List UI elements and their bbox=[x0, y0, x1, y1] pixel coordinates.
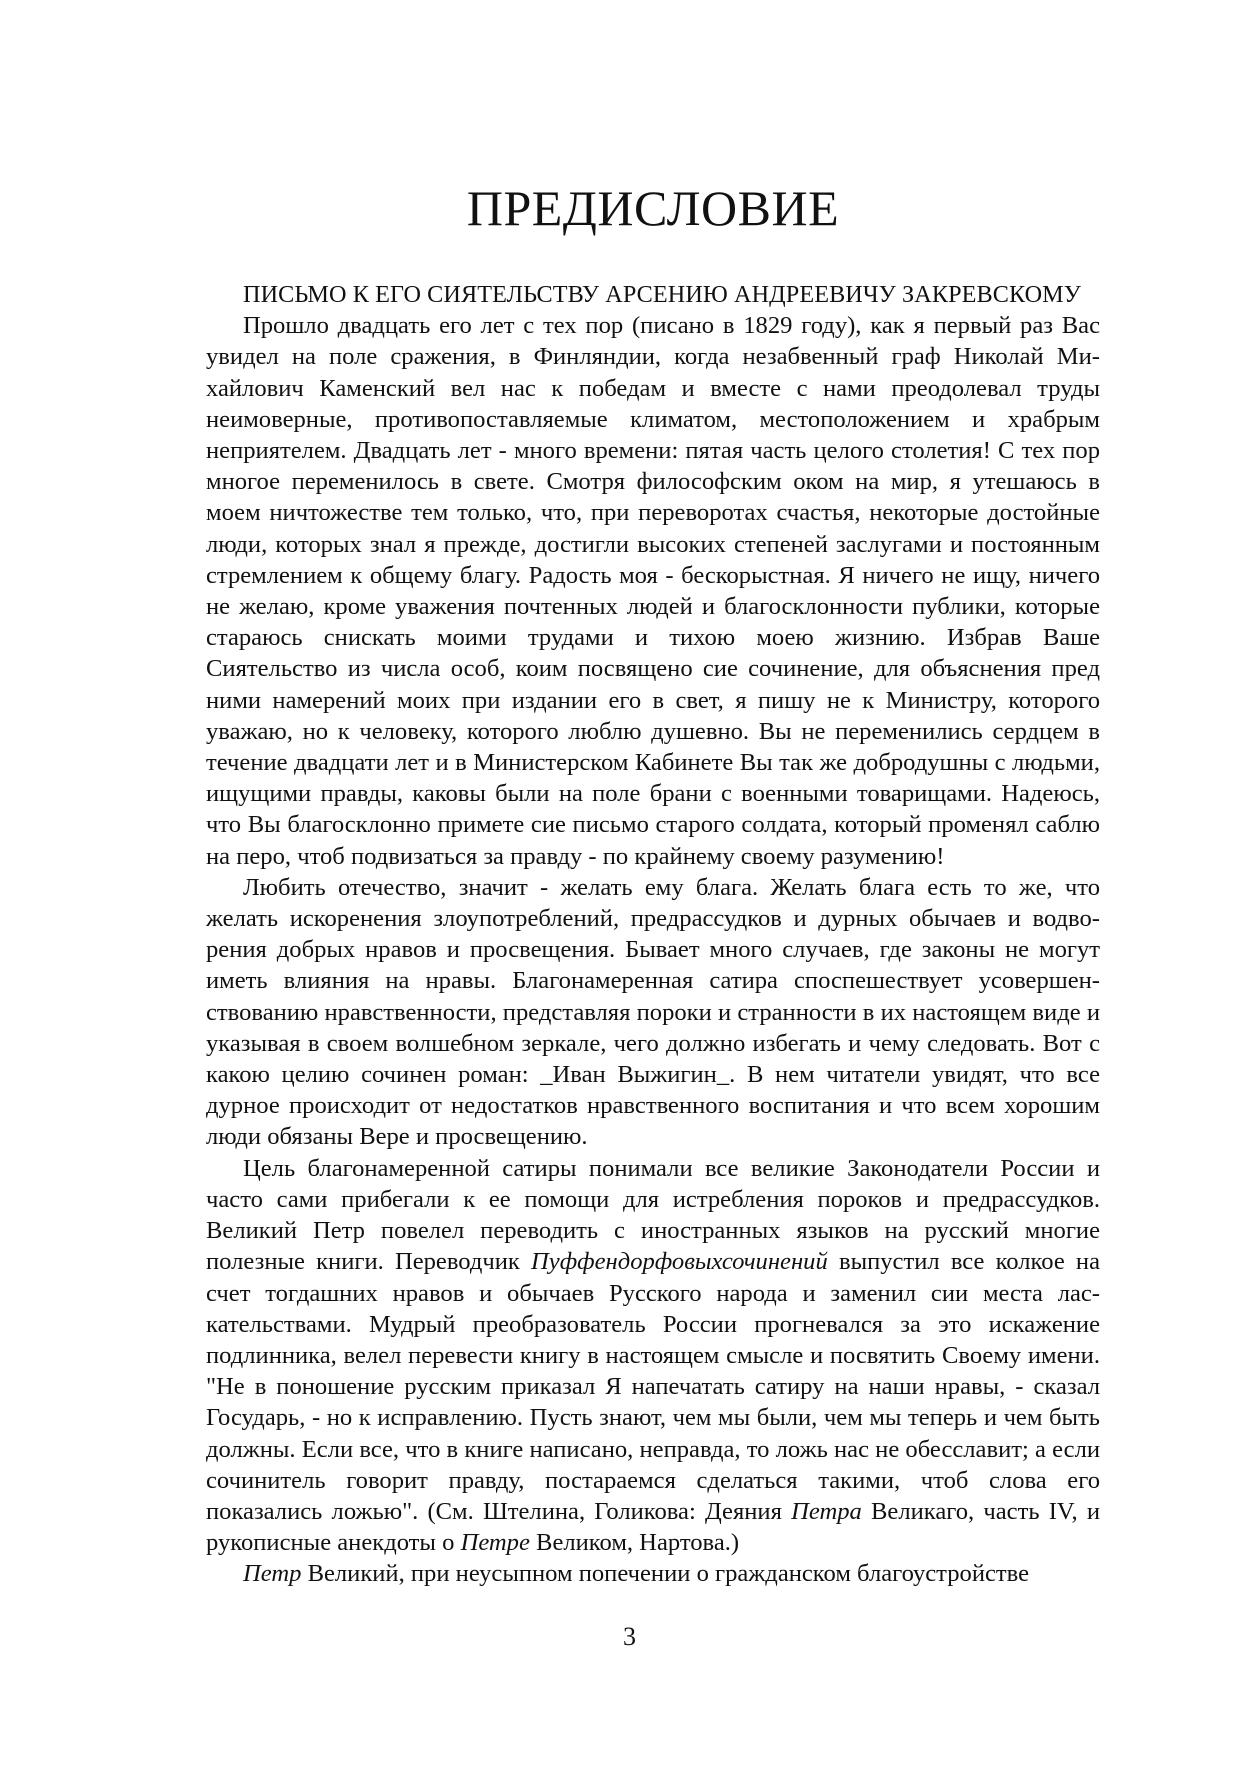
body-text bbox=[206, 279, 1100, 1590]
paragraph-3-text-1: Цель благонамеренной сатиры понимали все великие Законодатели России и часто сами прибегали к ее помощи для истребления пороков и предрассудков. Великий Петр повелел переводить с иностранных языков на русский многие полезные книги. Переводчик bbox=[206, 1154, 1100, 1276]
paragraph-1: Прошло двадцать его лет с тех пор (писано в 1829 году), как я первый раз Вас увидел на поле сражения, в Финляндии, когда незабвенный граф Николай Михайлович Каменский вел нас к победам и вместе с нами преодолевал труды неимоверные, противопоставляемые климатом, местоположением и храбрым неприятелем. Двадцать лет - много времени: пятая часть целого столетия! С тех пор многое переменилось в свете. Смотря философским оком на мир, я утешаюсь в моем ничтожестве тем только, что, при переворотах счастья, некоторые достойные люди, которых знал я прежде, достигли высоких степеней заслугами и постоянным стремлением к общему благу. Радость моя - бескорыстная. Я ничего не ищу, ничего не желаю, кроме уважения почтенных людей и благосклонности публики, которые стараюсь снискать моими трудами и тихою моею жизнию. Избрав Ваше Сиятельство из числа особ, коим посвящено сие сочинение, для объяснения пред ними намерений моих при издании его в свет, я пишу не к Министру, которого уважаю, но к человеку, которого люблю душевно. Вы не переменились сердцем в течение двадцати лет и в Министерском Кабинете Вы так же добродушны с людьми, ищущими правды, каковы были на поле брани с военными товарищами. Надеюсь, что Вы благосклонно примете сие письмо старого солдата, который променял саблю на перо, чтоб подвизаться за правду - по крайнему своему разумению! bbox=[206, 312, 1100, 870]
paragraph-4-text-1: Великий, при неусыпном попечении о гражданском благоустройстве bbox=[301, 1560, 1030, 1588]
page-title: ПРЕДИСЛОВИЕ bbox=[466, 180, 840, 236]
paragraph-2: Любить отечество, значит - желать ему блага. Желать блага есть то же, что желать искоренения злоупотреблений, предрассудков и дурных обычаев и водворения добрых нравов и просвещения. Бывает много случаев, где законы не могут иметь влияния на нравы. Благонамеренная сатира споспешествует усовершенствованию нравственности, представляя пороки и странности в их настоящем виде и указывая в своем волшебном зеркале, чего должно избегать и чему следовать. Вот с какою целию сочинен роман: _Иван Выжигин_. В нем читатели увидят, что все дурное происходит от недостатков нравственного воспитания и что всем хорошим люди обязаны Вере и просвещению. bbox=[206, 873, 1100, 1151]
paragraph-3-italic-2: Петра bbox=[791, 1497, 862, 1525]
letter-heading: ПИСЬМО К ЕГО СИЯТЕЛЬСТВУ АРСЕНИЮ АНДРЕЕВИЧУ ЗАКРЕВСКОМУ bbox=[243, 281, 1081, 308]
paragraph-3-italic-3: Петре bbox=[460, 1529, 530, 1557]
paragraph-3-text-3: Великаго, часть IV, и рукописные анекдоты о bbox=[206, 1497, 1101, 1557]
paragraph-3-italic-1: Пуффендорфовыхсочинений bbox=[531, 1248, 828, 1276]
paragraph-4 bbox=[206, 1558, 1100, 1589]
page-number: 3 bbox=[623, 1622, 636, 1651]
paragraph-3-text-4: Великом, Нартова.) bbox=[529, 1529, 740, 1557]
paragraph-3-text-2: выпустил все колкое на счет тогдашних нравов и обычаев Русского народа и заменил сии места ласкательствами. Мудрый преобразователь России прогневался за это искажение подлинника, велел перевести книгу в настоящем смысле и посвятить Своему имени. "Не в поношение русским приказал Я напечатать сатиру на наши нравы, - сказал Государь, - но к исправлению. Пусть знают, чем мы были, чем мы теперь и чем быть должны. Если все, что в книге написано, неправда, то ложь нас не обесславит; а если сочинитель говорит правду, постараемся сделаться такими, чтоб слова его показались ложью". (См. Штелина, Голикова: Деяния bbox=[206, 1248, 1101, 1525]
paragraph-3 bbox=[206, 1153, 1100, 1559]
paragraph-4-italic-1: Петр bbox=[243, 1560, 302, 1588]
